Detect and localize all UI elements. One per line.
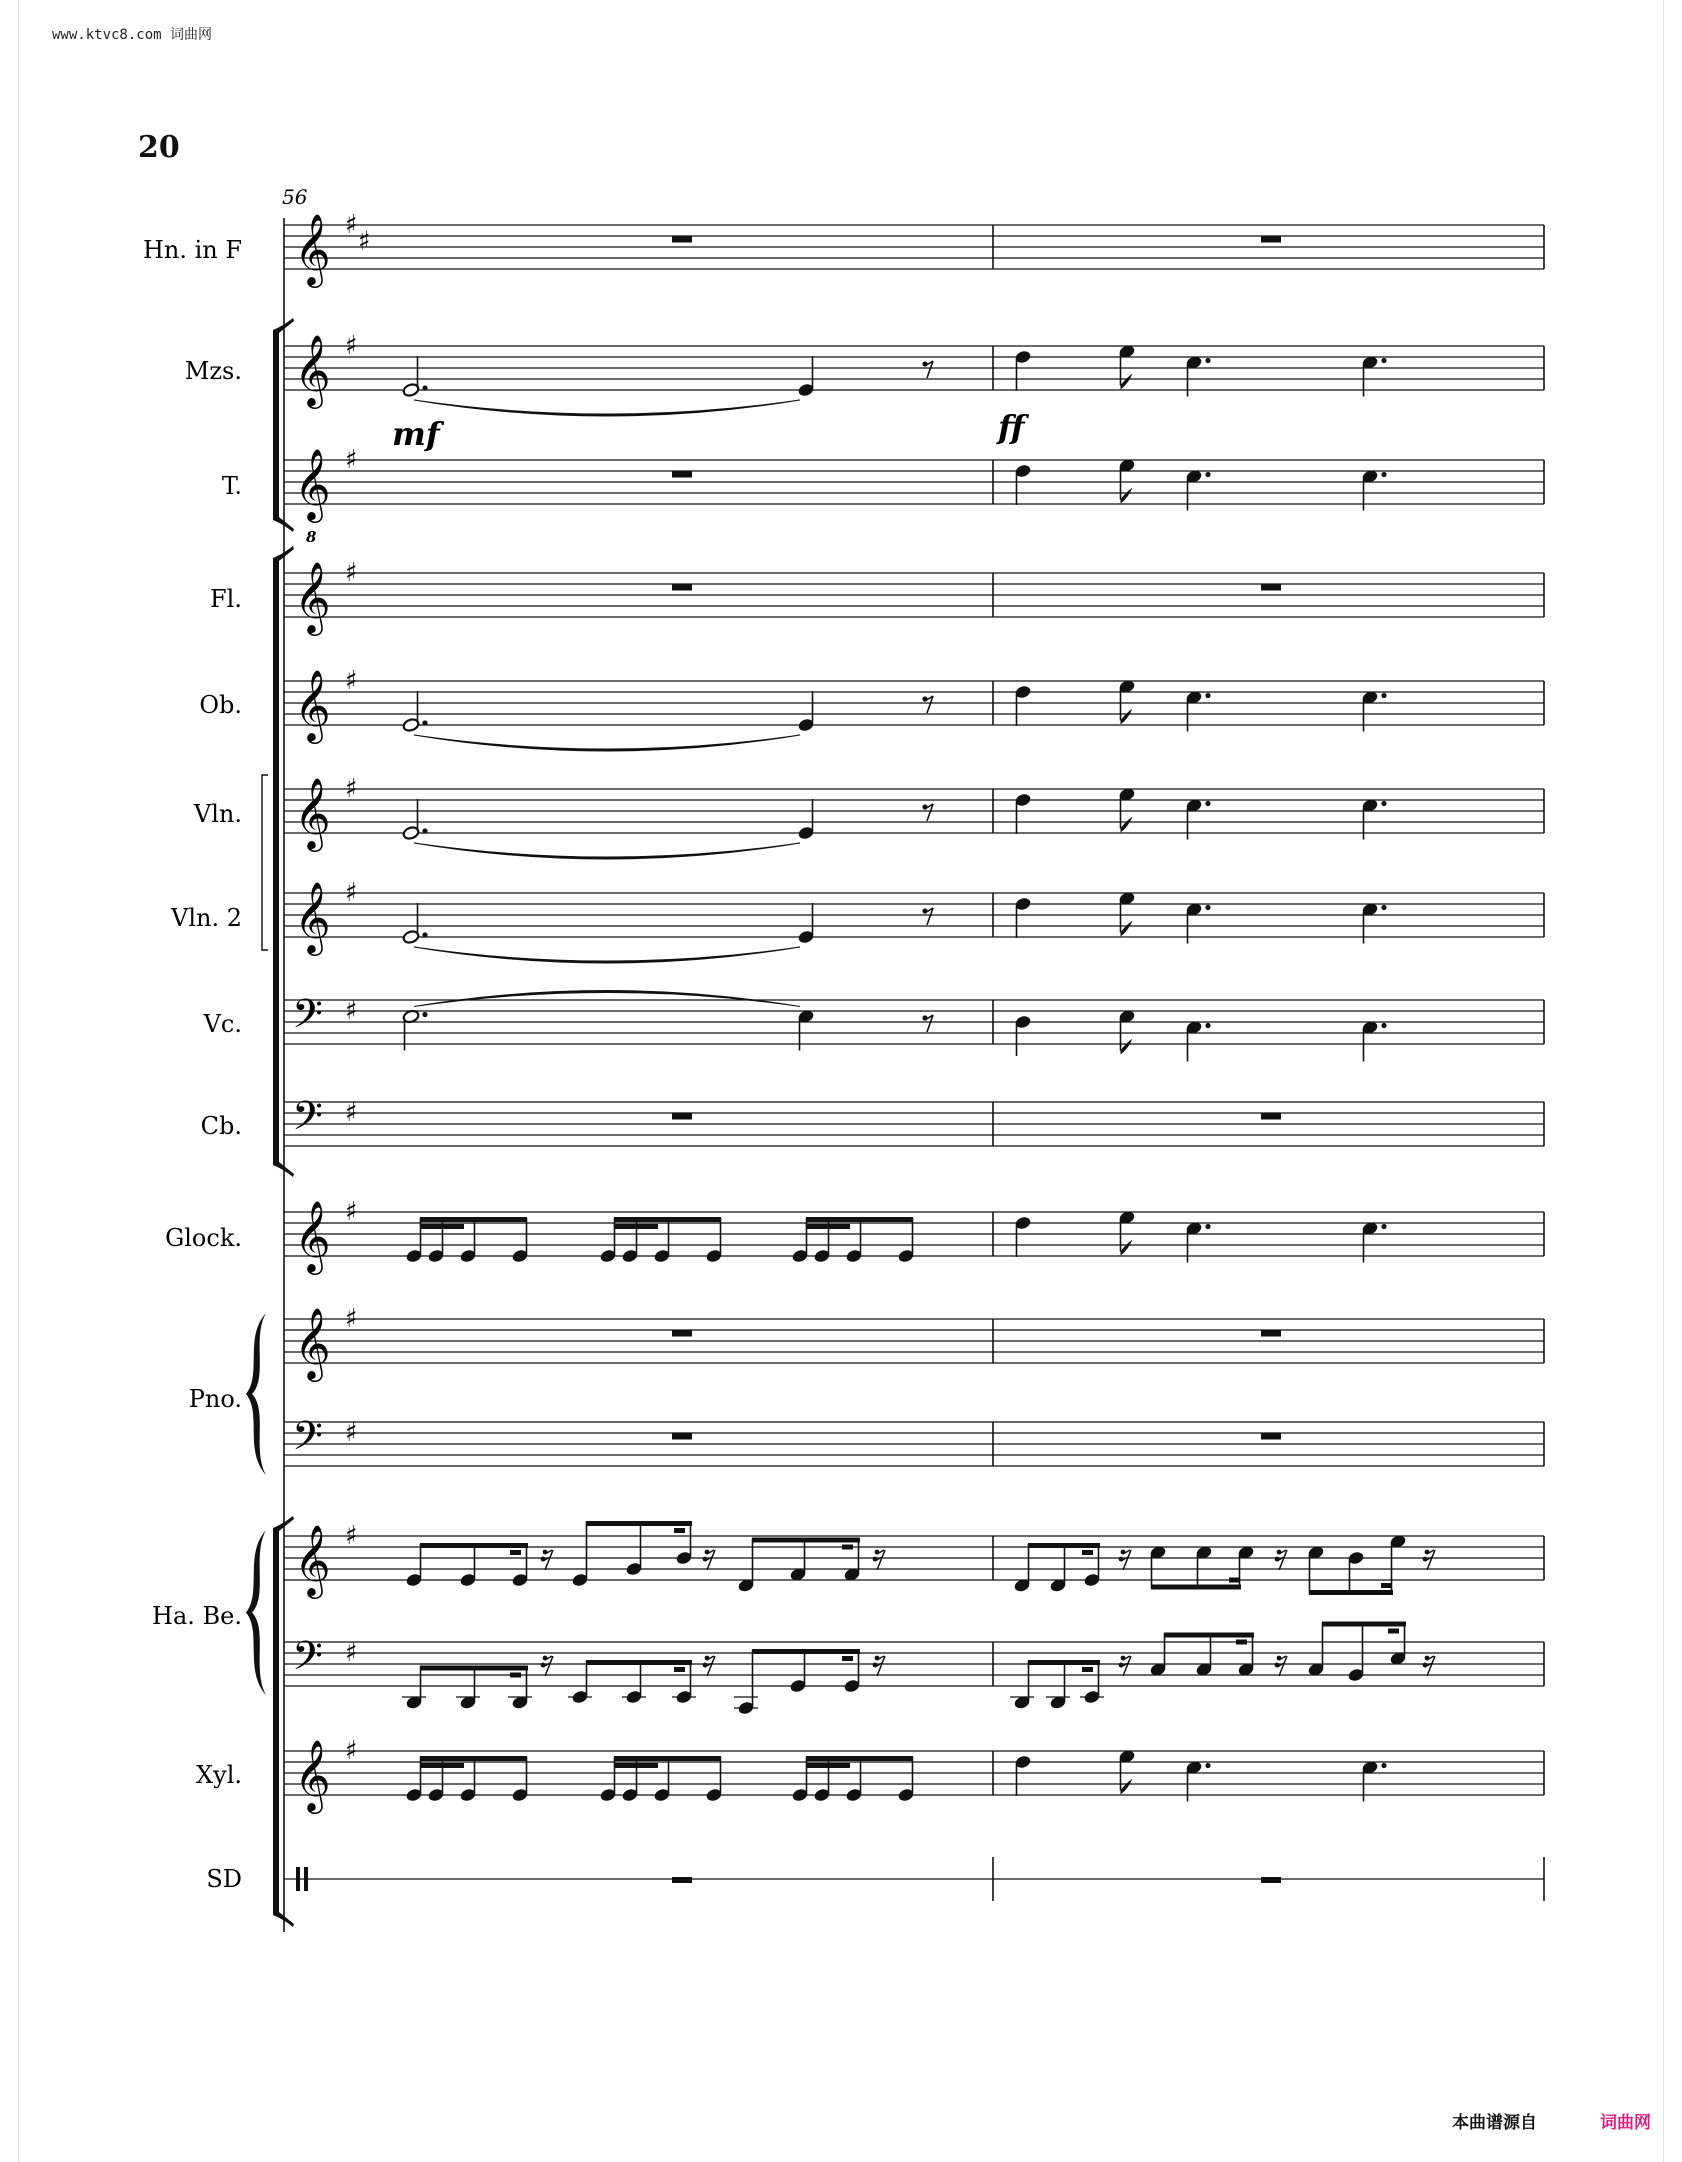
beam: [420, 1224, 464, 1229]
whole-rest: [1261, 1330, 1281, 1337]
beam: [1381, 1583, 1392, 1588]
beam: [420, 1543, 528, 1548]
beam: [806, 1217, 913, 1222]
beam: [1322, 1622, 1406, 1627]
whole-rest: [672, 584, 692, 591]
dot: [1205, 693, 1210, 698]
footer-brand: 词曲网: [1600, 2113, 1651, 2133]
whole-rest: [672, 1877, 692, 1883]
dot: [1381, 358, 1386, 363]
instrument-label: Mzs.: [184, 357, 242, 385]
bass-clef: 𝄢: [292, 991, 323, 1047]
treble-clef: 𝄞: [294, 1199, 331, 1272]
sharp-sign: ♯: [345, 1098, 358, 1128]
sharp-sign: ♯: [345, 1304, 358, 1334]
slur: [414, 843, 800, 859]
beam: [752, 1538, 860, 1543]
slur: [414, 947, 800, 963]
instrument-label: Cb.: [200, 1112, 242, 1140]
instrument-label: Vc.: [203, 1010, 242, 1038]
violin-subbracket: [262, 775, 268, 950]
dot: [422, 385, 427, 390]
beam: [806, 1224, 850, 1229]
dot: [422, 828, 427, 833]
flag: [1121, 1779, 1133, 1795]
sharp-sign: ♯: [345, 996, 358, 1026]
instrument-label: Fl.: [210, 585, 242, 613]
dot: [1205, 801, 1210, 806]
beam: [420, 1763, 464, 1768]
flag: [1121, 374, 1133, 390]
instrument-label: SD: [206, 1865, 242, 1893]
sharp-sign: ♯: [345, 774, 358, 804]
beam: [510, 1673, 521, 1678]
dynamic-ff: ff: [998, 408, 1025, 446]
whole-rest: [1261, 1433, 1281, 1440]
beam: [1028, 1660, 1100, 1665]
dot: [1381, 1224, 1386, 1229]
beam: [1229, 1578, 1240, 1583]
whole-rest: [672, 1113, 692, 1120]
staff-lines: [284, 210, 1544, 1901]
instrument-label: Vln.: [193, 800, 242, 828]
bass-clef: 𝄢: [292, 1413, 323, 1469]
dot: [1205, 1023, 1210, 1028]
treble-clef: 𝄞: [294, 333, 331, 406]
flag: [1121, 921, 1133, 937]
sharp-sign: ♯: [345, 331, 358, 361]
dynamic-mf: mf: [392, 415, 440, 453]
treble-clef: 𝄞: [294, 1738, 331, 1811]
instrument-label: Pno.: [188, 1385, 242, 1413]
bracket: [273, 330, 279, 520]
whole-rest: [672, 236, 692, 243]
whole-rest: [672, 1433, 692, 1440]
sharp-sign: ♯: [345, 878, 358, 908]
beam: [420, 1666, 528, 1671]
beam: [1082, 1667, 1093, 1672]
whole-rest: [1261, 584, 1281, 591]
sharp-sign: ♯: [358, 226, 371, 257]
measure-number: 56: [282, 185, 308, 209]
beam: [614, 1756, 721, 1761]
dot: [422, 1012, 427, 1017]
beam: [420, 1756, 527, 1761]
beam: [1151, 1585, 1241, 1590]
octave-mark: 8: [306, 528, 317, 546]
beam: [614, 1763, 658, 1768]
instrument-label: Ha. Be.: [152, 1602, 242, 1630]
percussion-clef: [296, 1867, 300, 1891]
sharp-sign: ♯: [345, 1418, 358, 1448]
sharp-sign: ♯: [345, 558, 358, 588]
whole-rest: [1261, 236, 1281, 243]
flag: [1121, 1240, 1133, 1256]
instrument-label: Ob.: [199, 691, 242, 719]
dot: [1381, 472, 1386, 477]
notation: [402, 236, 1435, 1883]
slur: [414, 735, 800, 751]
sharp-sign: ♯: [345, 1521, 358, 1551]
page-number: 20: [138, 130, 180, 165]
sharp-sign: ♯: [345, 445, 358, 475]
treble-clef: 𝄞: [294, 560, 331, 633]
piano-brace: [246, 1313, 266, 1475]
whole-rest: [672, 1330, 692, 1337]
whole-rest: [672, 471, 692, 478]
site-url: www.ktvc8.com 词曲网: [52, 27, 213, 43]
sharp-sign: ♯: [345, 1197, 358, 1227]
footer-source: 本曲谱源自: [1452, 2113, 1537, 2133]
sharp-sign: ♯: [345, 1638, 358, 1668]
slur: [414, 400, 800, 416]
beam: [614, 1224, 658, 1229]
dot: [1381, 801, 1386, 806]
slur: [414, 991, 800, 1007]
bracket: [273, 558, 279, 1165]
dot: [422, 720, 427, 725]
dot: [1205, 472, 1210, 477]
dot: [1381, 1023, 1386, 1028]
dot: [1205, 358, 1210, 363]
dot: [1381, 905, 1386, 910]
beam: [1236, 1640, 1247, 1645]
beam: [420, 1217, 527, 1222]
treble-clef: 𝄞: [294, 1523, 331, 1596]
flag: [1121, 1039, 1133, 1055]
bracket: [273, 1528, 279, 1915]
treble-clef: 𝄞: [294, 1306, 331, 1379]
beam: [586, 1521, 692, 1526]
whole-rest: [1261, 1113, 1281, 1120]
beam: [1028, 1543, 1100, 1548]
dot: [1205, 1763, 1210, 1768]
dot: [1381, 693, 1386, 698]
beam: [586, 1660, 692, 1665]
harp-brace: [246, 1530, 266, 1695]
sharp-sign: ♯: [345, 210, 358, 240]
dot: [1381, 1763, 1386, 1768]
instrument-label: T.: [221, 472, 242, 500]
treble-clef: 𝄞: [294, 880, 331, 953]
beam: [1309, 1590, 1393, 1595]
instrument-label: Hn. in F: [142, 236, 242, 264]
flag: [1121, 488, 1133, 504]
sharp-sign: ♯: [345, 1736, 358, 1766]
instrument-label: Glock.: [165, 1224, 242, 1252]
beam: [806, 1763, 850, 1768]
treble-clef: 𝄞: [294, 212, 331, 285]
beam: [752, 1649, 860, 1654]
beam: [1388, 1629, 1399, 1634]
treble-clef: 𝄞: [294, 776, 331, 849]
flag: [1121, 709, 1133, 725]
instrument-labels: [143, 236, 242, 1893]
dot: [1205, 1224, 1210, 1229]
dot: [422, 932, 427, 937]
sharp-sign: ♯: [345, 666, 358, 696]
beam: [1164, 1633, 1254, 1638]
bass-clef: 𝄢: [292, 1093, 323, 1149]
whole-rest: [1261, 1877, 1281, 1883]
beam: [842, 1656, 853, 1661]
instrument-label: Xyl.: [196, 1761, 242, 1789]
instrument-label: Vln. 2: [171, 904, 242, 932]
beam: [842, 1545, 853, 1550]
beam: [614, 1217, 721, 1222]
beam: [806, 1756, 913, 1761]
dot: [1205, 905, 1210, 910]
flag: [1121, 817, 1133, 833]
beam: [674, 1667, 685, 1672]
beam: [674, 1528, 685, 1533]
bass-clef: 𝄢: [292, 1633, 323, 1689]
beam: [1082, 1550, 1093, 1555]
percussion-clef: [304, 1867, 308, 1891]
treble-clef: 𝄞: [294, 668, 331, 741]
treble-clef: 𝄞: [294, 447, 331, 520]
beam: [510, 1550, 521, 1555]
